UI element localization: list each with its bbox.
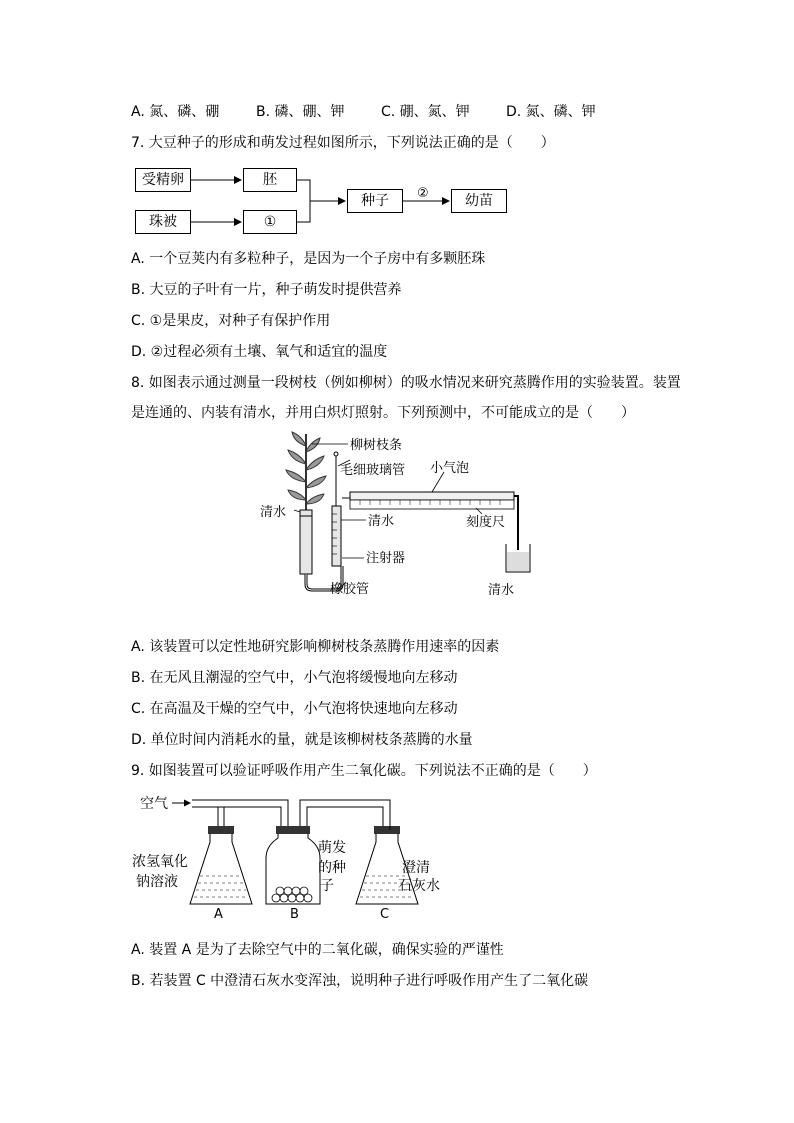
flask-a (190, 832, 252, 904)
label-syringe: 注射器 (366, 551, 406, 566)
label-small-bubble: 小气泡 (430, 461, 470, 476)
box-integument: 珠被 (135, 210, 191, 234)
q9-stem: 9. 如图装置可以验证呼吸作用产生二氧化碳。下列说法不正确的是（ ） (131, 763, 597, 779)
label-seed-2: 的种 (318, 860, 346, 876)
box-1: ① (243, 210, 297, 234)
downtube (514, 496, 518, 550)
label-naoh-2: 钠溶液 (136, 874, 178, 890)
ruler-drawing (350, 500, 514, 509)
label-c: C (380, 907, 390, 922)
q7-option-c: C. ①是果皮，对种子有保护作用 (131, 313, 331, 329)
q9-figure (128, 790, 448, 922)
label-seed-1: 萌发 (318, 840, 346, 856)
q8-option-c: C. 在高温及干燥的空气中，小气泡将快速地向左移动 (131, 701, 458, 717)
label-capillary-tube: 毛细玻璃管 (340, 463, 406, 478)
box-seed: 种子 (347, 189, 403, 213)
q6-option-b: B. 磷、硼、钾 (256, 104, 345, 120)
q9-option-a: A. 装置 A 是为了去除空气中的二氧化碳，确保实验的严谨性 (131, 942, 504, 958)
horizontal-capillary (350, 492, 514, 500)
label-water-middle: 清水 (368, 514, 395, 529)
q8-option-b: B. 在无风且潮湿的空气中，小气泡将缓慢地向左移动 (131, 670, 458, 686)
arrow-label-2: ② (417, 186, 429, 201)
left-water-tube (300, 510, 312, 574)
label-limewater-2: 石灰水 (398, 878, 440, 894)
label-rubber-tube: 橡胶管 (330, 582, 370, 597)
q8-stem-line2: 是连通的、内装有清水，并用白炽灯照射。下列预测中，不可能成立的是（ ） (131, 405, 635, 421)
label-naoh-1: 浓氢氧化 (132, 854, 188, 870)
q6-option-c: C. 硼、氮、钾 (381, 104, 470, 120)
q8-option-a: A. 该装置可以定性地研究影响柳树枝条蒸腾作用速率的因素 (131, 639, 500, 655)
seeds-drawing (272, 887, 312, 902)
label-ruler: 刻度尺 (466, 515, 506, 530)
label-water-left: 清水 (260, 505, 287, 520)
bracket-connector (296, 180, 310, 222)
label-water-beaker: 清水 (488, 583, 515, 598)
label-air: 空气 (140, 796, 168, 812)
syringe-body (332, 506, 341, 566)
q7-stem: 7. 大豆种子的形成和萌发过程如图所示，下列说法正确的是（ ） (131, 135, 555, 151)
q8-option-d: D. 单位时间内消耗水的量，就是该柳树枝条蒸腾的水量 (131, 732, 473, 748)
willow-branch-drawing (286, 432, 326, 518)
box-fertilized-egg: 受精卵 (135, 168, 191, 192)
box-embryo: 胚 (243, 168, 297, 192)
q7-option-d: D. ②过程必须有土壤、氧气和适宜的温度 (131, 344, 388, 360)
box-seedling: 幼苗 (451, 189, 507, 213)
q7-option-b: B. 大豆的子叶有一片，种子萌发时提供营养 (131, 282, 402, 298)
label-limewater-1: 澄清 (402, 860, 430, 876)
q8-stem-line1: 8. 如图表示通过测量一段树枝（例如柳树）的吸水情况来研究蒸腾作用的实验装置。装置 (131, 375, 681, 391)
label-a: A (214, 907, 223, 922)
q9-option-b: B. 若装置 C 中澄清石灰水变浑浊，说明种子进行呼吸作用产生了二氧化碳 (131, 973, 589, 989)
q6-option-d: D. 氮、磷、钾 (506, 104, 596, 120)
q6-option-a: A. 氮、磷、硼 (131, 104, 220, 120)
q8-figure (250, 426, 550, 604)
q7-option-a: A. 一个豆荚内有多粒种子，是因为一个子房中有多颗胚珠 (131, 251, 486, 267)
label-willow-branch: 柳树枝条 (350, 438, 403, 453)
q7-arrows (0, 0, 794, 260)
label-seed-3: 子 (320, 878, 334, 894)
label-b: B (290, 907, 299, 922)
